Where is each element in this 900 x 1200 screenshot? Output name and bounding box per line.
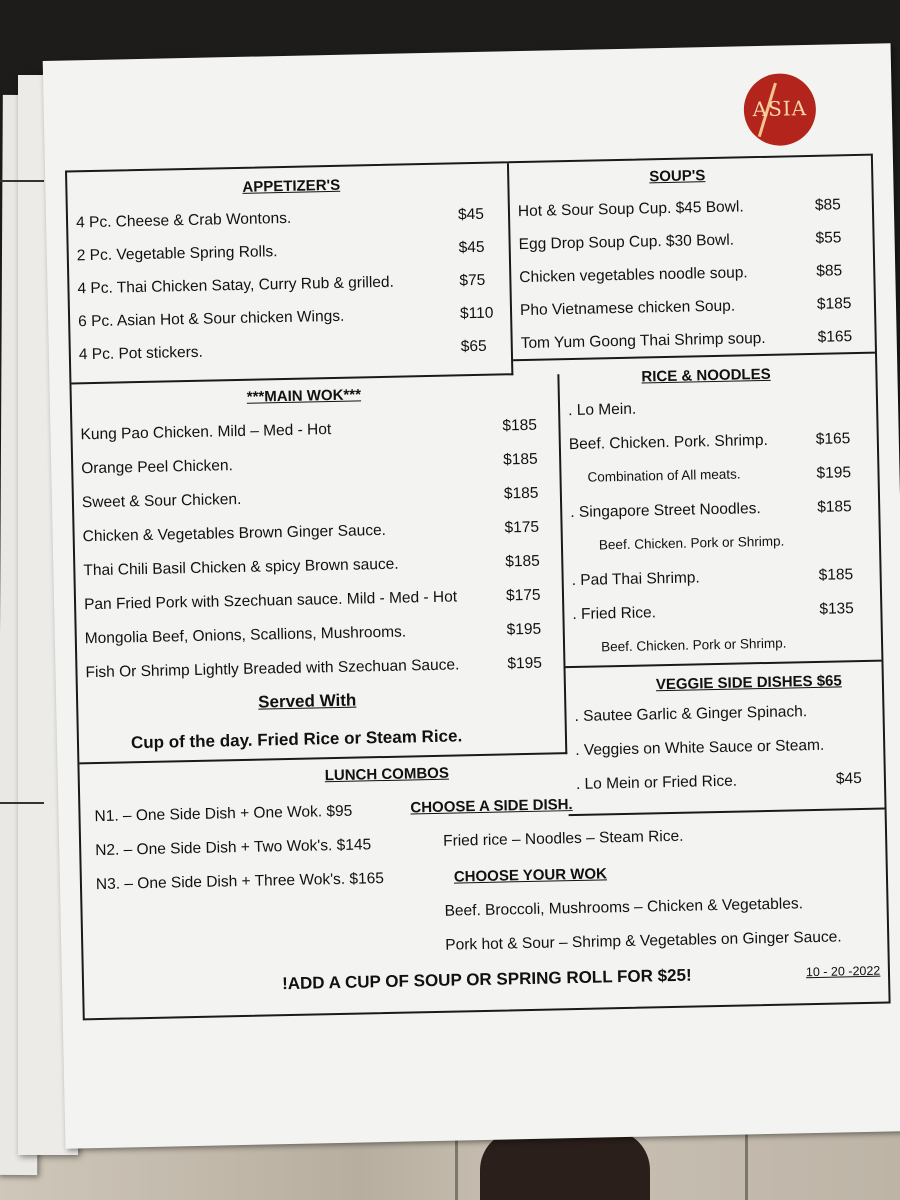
- combo-option: N1. – One Side Dish + One Wok. $95: [94, 802, 353, 826]
- menu-grid: [65, 154, 891, 1021]
- served-with-title: Served With: [257, 690, 357, 712]
- menu-item: [72, 416, 558, 446]
- item-name: . Pad Thai Shrimp.: [571, 569, 700, 590]
- back-sheet-edge: [0, 180, 44, 804]
- item-name: . Veggies on White Sauce or Steam.: [575, 736, 825, 759]
- item-name: . Fried Rice.: [572, 604, 657, 624]
- menu-item: [68, 205, 508, 234]
- item-name: 4 Pc. Thai Chicken Satay, Curry Rub & grilled.: [77, 273, 395, 298]
- soups-title: SOUP'S: [649, 167, 706, 186]
- item-price: $185: [505, 552, 540, 571]
- item-price: $165: [815, 430, 851, 448]
- item-name: . Lo Mein.: [567, 400, 637, 420]
- item-name: Sweet & Sour Chicken.: [81, 490, 242, 512]
- item-name: Pan Fried Pork with Szechuan sauce. Mild - Med - Hot: [83, 588, 458, 614]
- menu-item: [74, 484, 560, 514]
- menu-item: [563, 532, 879, 559]
- item-name: Fish Or Shrimp Lightly Breaded with Szechuan Sauce.: [85, 656, 460, 682]
- menu-item: [511, 262, 873, 290]
- item-name: Pho Vietnamese chicken Soup.: [519, 297, 736, 320]
- item-name: Egg Drop Soup Cup. $30 Bowl.: [518, 231, 735, 254]
- item-price: $195: [816, 464, 852, 482]
- item-price: $185: [502, 450, 538, 469]
- item-name: Thai Chili Basil Chicken & spicy Brown sauce.: [83, 555, 399, 580]
- rice-noodles-section: [559, 354, 881, 669]
- shoe: [480, 1130, 650, 1200]
- item-price: $185: [503, 484, 539, 503]
- menu-item: [512, 295, 874, 323]
- veggie-sides-title: VEGGIE SIDE DISHES $65: [655, 672, 842, 694]
- choose-wok-title: CHOOSE YOUR WOK: [453, 865, 608, 886]
- item-price: $195: [507, 654, 543, 673]
- combo-option: N3. – One Side Dish + Three Wok's. $165: [95, 870, 385, 894]
- item-price: $85: [816, 262, 843, 280]
- menu-item: [69, 238, 509, 267]
- item-name: Tom Yum Goong Thai Shrimp soup.: [520, 329, 766, 353]
- item-price: $185: [816, 295, 852, 313]
- item-price: $165: [817, 328, 853, 346]
- menu-item: [513, 328, 875, 356]
- menu-item: [565, 634, 881, 661]
- item-name: . Singapore Street Noodles.: [570, 500, 761, 522]
- item-name: Beef. Chicken. Pork. Shrimp.: [568, 431, 768, 454]
- item-name: . Sautee Garlic & Ginger Spinach.: [574, 703, 808, 726]
- item-name: Kung Pao Chicken. Mild – Med - Hot: [80, 421, 332, 444]
- menu-item: [69, 271, 509, 300]
- item-name: Mongolia Beef, Onions, Scallions, Mushrooms.: [84, 623, 407, 648]
- item-name: Beef. Chicken. Pork or Shrimp.: [600, 635, 787, 655]
- item-name: 2 Pc. Vegetable Spring Rolls.: [76, 243, 278, 265]
- item-price: $65: [460, 337, 487, 356]
- menu-item: [76, 586, 562, 616]
- wok-choice-line: Beef. Broccoli, Mushrooms – Chicken & Vegetables.: [444, 895, 804, 920]
- item-name: 4 Pc. Pot stickers.: [78, 343, 204, 364]
- menu-item: [564, 566, 880, 593]
- menu-item: [77, 620, 563, 650]
- item-price: $135: [819, 600, 855, 618]
- menu-item: [75, 552, 561, 582]
- choose-side-text: Fried rice – Noodles – Steam Rice.: [442, 827, 684, 850]
- item-price: $195: [506, 620, 542, 639]
- item-name: Chicken & Vegetables Brown Ginger Sauce.: [82, 521, 387, 546]
- item-price: $45: [457, 205, 485, 224]
- wok-choice-line: Pork hot & Sour – Shrimp & Vegetables on Ginger Sauce.: [445, 928, 842, 954]
- menu-item: [71, 337, 511, 366]
- menu-item: [70, 304, 510, 333]
- item-name: 6 Pc. Asian Hot & Sour chicken Wings.: [77, 307, 345, 331]
- menu-sheet: [43, 43, 900, 1149]
- item-name: Beef. Chicken. Pork or Shrimp.: [598, 533, 785, 553]
- item-price: $185: [817, 498, 852, 516]
- lunch-combos-title: LUNCH COMBOS: [324, 764, 450, 785]
- item-name: . Lo Mein or Fried Rice.: [575, 772, 738, 793]
- menu-item: [510, 229, 872, 257]
- item-price: $45: [458, 238, 485, 257]
- menu-item: [561, 464, 877, 491]
- item-price: $175: [504, 518, 540, 537]
- item-name: Chicken vegetables noodle soup.: [519, 264, 748, 287]
- choose-side-title: CHOOSE A SIDE DISH.: [410, 796, 573, 817]
- combo-option: N2. – One Side Dish + Two Wok's. $145: [95, 836, 372, 860]
- item-price: $85: [814, 196, 841, 214]
- lunch-combos-section: [79, 748, 888, 1019]
- main-wok-section: [71, 374, 567, 764]
- item-price: $75: [459, 271, 486, 290]
- menu-item: [510, 196, 872, 224]
- menu-item: [73, 450, 559, 480]
- appetizers-section: [67, 163, 513, 384]
- item-price: $185: [818, 566, 854, 584]
- menu-item: [566, 702, 882, 729]
- served-with-text: Cup of the day. Fried Rice or Steam Rice.: [130, 726, 463, 753]
- item-price: $185: [502, 416, 538, 435]
- menu-item: [77, 654, 563, 684]
- item-name: Combination of All meats.: [587, 466, 741, 485]
- menu-item: [564, 600, 880, 627]
- rice-noodles-title: RICE & NOODLES: [641, 365, 771, 386]
- promo-text: !ADD A CUP OF SOUP OR SPRING ROLL FOR $25!: [281, 965, 692, 994]
- menu-item: [74, 518, 560, 548]
- item-name: 4 Pc. Cheese & Crab Wontons.: [75, 209, 292, 232]
- item-price: $55: [815, 229, 842, 247]
- menu-item: [561, 430, 877, 457]
- menu-item: [562, 498, 878, 525]
- item-name: Orange Peel Chicken.: [81, 457, 234, 478]
- item-price: $45: [835, 770, 862, 788]
- item-price: $110: [459, 304, 494, 323]
- menu-item: [560, 396, 876, 423]
- appetizers-title: APPETIZER'S: [242, 176, 341, 196]
- item-name: Hot & Sour Soup Cup. $45 Bowl.: [517, 198, 744, 221]
- restaurant-logo: [743, 73, 816, 146]
- main-wok-title: ***MAIN WOK***: [246, 386, 362, 406]
- soups-section: [509, 156, 875, 362]
- logo-text: ASIA: [752, 96, 808, 122]
- menu-date: 10 - 20 -2022: [805, 963, 881, 980]
- item-price: $175: [505, 586, 541, 605]
